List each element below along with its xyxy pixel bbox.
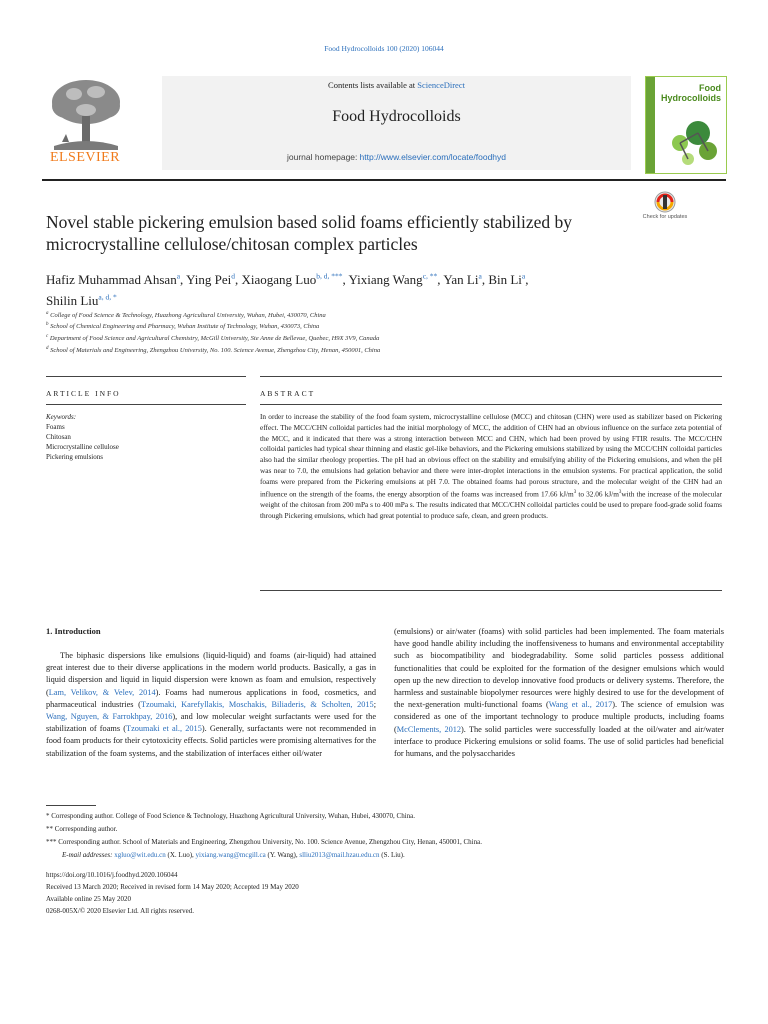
article-info-rule-mid: [46, 404, 246, 405]
footnote-corresponding-1: * Corresponding author. College of Food Science & Technology, Huazhong Agricultural University, Wuhan, Hubei, 430070, China.: [46, 812, 416, 820]
keyword-item: Pickering emulsions: [46, 453, 103, 461]
contents-available-text: Contents lists available at: [328, 80, 416, 90]
intro-column-1: The biphasic dispersions like emulsions (liquid-liquid) and foams (air-liquid) had attained great interest due to their diverse applications in the modern world products. Basically, a gas in liquid dispersion and liquid in liquid dispersion were known as foam and emulsion, respectively (Lam, Velikov, & Velev, 2014). Foams had numerous applications in food, cosmetics, and pharmaceutical industries (Tzoumaki, Karefyllakis, Moschakis, Biliaderis, & Scholten, 2015; Wang, Nguyen, & Farrokhpay, 2016), and low molecular weight surfactants were used for the stabilization of foams (Tzoumaki et al., 2015). Generally, surfactants were not recommended in food foam products for their cytotoxicity effects. Solid particles were promising alternatives for the stabilization of the foam systems, and the stabilization of interfaces either oil/water: [46, 651, 377, 758]
contents-available: [162, 80, 631, 90]
email-label: E-mail addresses:: [62, 851, 113, 859]
article-info-rule-top: [46, 376, 246, 377]
keyword-item: Microcrystalline cellulose: [46, 443, 119, 451]
keyword-item: Foams: [46, 423, 65, 431]
journal-name: Food Hydrocolloids: [332, 108, 461, 125]
abstract-rule-top: [260, 376, 722, 377]
footnote-corresponding-2: ** Corresponding author.: [46, 825, 118, 833]
author[interactable]: Yan Li$^a$,: [443, 272, 489, 288]
journal-cover-thumbnail[interactable]: [645, 76, 727, 174]
citation-link[interactable]: Lam, Velikov, & Velev, 2014: [48, 687, 156, 697]
author[interactable]: Shilin Liu$^{a, d, *}$: [46, 292, 117, 308]
citation-link[interactable]: Wang, Nguyen, & Farrokhpay, 2016: [46, 712, 173, 722]
affiliation-c: $^c$ Department of Food Science and Agricultural Chemistry, McGill University, Ste Anne de Bellevue, Quebec, H9X 3V9, Canada: [46, 334, 380, 343]
author[interactable]: Yixiang Wang$^{c, **}$,: [348, 272, 444, 288]
author[interactable]: Hafiz Muhammad Ahsan$^a$,: [46, 272, 187, 288]
intro-heading: 1. Introduction: [46, 626, 101, 636]
sciencedirect-link[interactable]: ScienceDirect: [417, 80, 465, 90]
check-for-updates-icon[interactable]: [648, 191, 682, 231]
email-link[interactable]: xgluo@wit.edu.cn: [114, 851, 166, 859]
abstract-rule-bottom: [260, 590, 722, 591]
author[interactable]: Bin Li$^a$,: [488, 272, 529, 288]
abstract-heading: ABSTRACT: [260, 389, 316, 398]
cover-molecule-graphic: [658, 107, 724, 171]
citation-link[interactable]: Tzoumaki, Karefyllakis, Moschakis, Biliaderis, & Scholten, 2015: [140, 699, 374, 709]
author[interactable]: Ying Pei$^d$,: [186, 272, 242, 288]
keywords-label: Keywords:: [46, 413, 77, 421]
author[interactable]: Xiaogang Luo$^{b, d, ***}$,: [241, 272, 349, 288]
article-title: Novel stable pickering emulsion based solid foams efficiently stabilized by microcrystalline cellulose/chitosan complex particles: [46, 212, 573, 254]
received-dates: Received 13 March 2020; Received in revised form 14 May 2020; Accepted 19 May 2020: [46, 883, 299, 891]
keyword-item: Chitosan: [46, 433, 71, 441]
author-list: [46, 268, 706, 309]
affiliation-d: $^d$ School of Materials and Engineering, Zhengzhou University, No. 100. Science Avenue, Zhengzhou City, Henan, 450001, China: [46, 346, 381, 355]
citation-link[interactable]: Tzoumaki et al., 2015: [126, 724, 202, 734]
affiliation-b: $^b$ School of Chemical Engineering and Pharmacy, Wuhan Institute of Technology, Wuhan, 430073, China: [46, 322, 320, 331]
abstract-rule-mid: [260, 404, 722, 405]
cover-title-line1: Food: [699, 83, 721, 93]
cover-title-line2: Hydrocolloids: [660, 93, 721, 103]
footnote-corresponding-3: *** Corresponding author. School of Materials and Engineering, Zhengzhou University, No. 100. Science Avenue, Zhengzhou City, Henan, 450001, China.: [46, 838, 482, 846]
running-head[interactable]: Food Hydrocolloids 100 (2020) 106044: [324, 44, 444, 53]
citation-link[interactable]: McClements, 2012: [396, 724, 462, 734]
email-link[interactable]: yixiang.wang@mcgill.ca: [195, 851, 266, 859]
elsevier-wordmark: ELSEVIER: [49, 150, 121, 165]
check-for-updates-label[interactable]: Check for updates: [642, 214, 688, 220]
cover-title: [661, 83, 721, 103]
intro-column-2: (emulsions) or air/water (foams) with solid particles had been implemented. The foam materials have good handle ability including the inoffensiveness to humans and environmental acceptability such as biocompatibility and biodegradability. Some solid particles possess additional functionalities that could be exploited for the formation of the designer emulsions which would open up the new direction to develop innovative food products or delivery systems. Therefore, the harmless and sustainable biopolymer resources were highly desired to use for the development of the next-generation multi-functional foams (Wang et al., 2017). The science of emulsion was considered as one of the important technology to produce multiple products, including foams (McClements, 2012). The solid particles were successfully loaded at the oil/water and air/water interface to produce Pickering emulsions or solid foams. The use of solid particles had beneficial for humans, and the polysaccharides: [394, 627, 725, 759]
homepage-link[interactable]: http://www.elsevier.com/locate/foodhyd: [359, 152, 506, 162]
copyright: 0268-005X/© 2020 Elsevier Ltd. All rights reserved.: [46, 907, 195, 915]
citation-link[interactable]: Wang et al., 2017: [548, 700, 613, 710]
affiliation-a: $^a$ College of Food Science & Technology, Huazhong Agricultural University, Wuhan, Hubei, 430070, China: [46, 311, 326, 320]
email-link[interactable]: slliu2013@mail.hzau.edu.cn: [299, 851, 380, 859]
available-online: Available online 25 May 2020: [46, 895, 132, 903]
homepage-label: journal homepage:: [286, 152, 358, 162]
footnote-emails: E-mail addresses: xgluo@wit.edu.cn (X. Luo), yixiang.wang@mcgill.ca (Y. Wang), slliu2013@mail.hzau.edu.cn (S. Liu).: [62, 851, 405, 859]
abstract-body: In order to increase the stability of the food foam system, microcrystalline cellulose (MCC) and chitosan (CHN) were used as stabilizer based on Pickering effect. The MCC/CHN colloidal particles had the initial morphology of MCC, the addition of CHN had an obvious influence on the surface zeta potential of the MCC, and it indicated that there was a strong interaction between MCC and CHN, which had been proved by using FTIR results. The MCC/CHN colloidal particles had typical shear thinning and elastic gel-like behaviors, and the Pickering emulsions stabilized by using the MCC/CHN colloidal particles also had the similar rheology properties. The pH had an obvious effect on the stability and emulsifying ability of the Pickering emulsions, and when the pH was near to 7.0, the emulsions had gelation behavior and there were inter-droplet interactions in the emulsion systems. For practical application, the solid foams were prepared from the Pickering emulsions at pH 7.0. The obtained foams had porous structure, and the molecular weight of the CHN had an influence on the strength of the foams, the energy absorption of the foams was increased from 17.66 $kJ/m^3$ to 32.06 $kJ/m^3with$ the increase of the molecular weight of the chitosan from 200 mPa s to 400 mPa s. The results indicated that MCC/CHN colloidal particles could be used to prepare food-grade solid foams through Pickering emulsions, which had great potential to produce safe, clean, and green products.: [260, 412, 722, 520]
masthead-rule: [42, 179, 726, 181]
article-info-heading: ARTICLE INFO: [46, 389, 121, 398]
cover-band: [646, 77, 655, 173]
journal-homepage: [162, 152, 631, 162]
footnote-rule: [46, 805, 96, 806]
doi-link[interactable]: https://doi.org/10.1016/j.foodhyd.2020.106044: [46, 871, 178, 879]
